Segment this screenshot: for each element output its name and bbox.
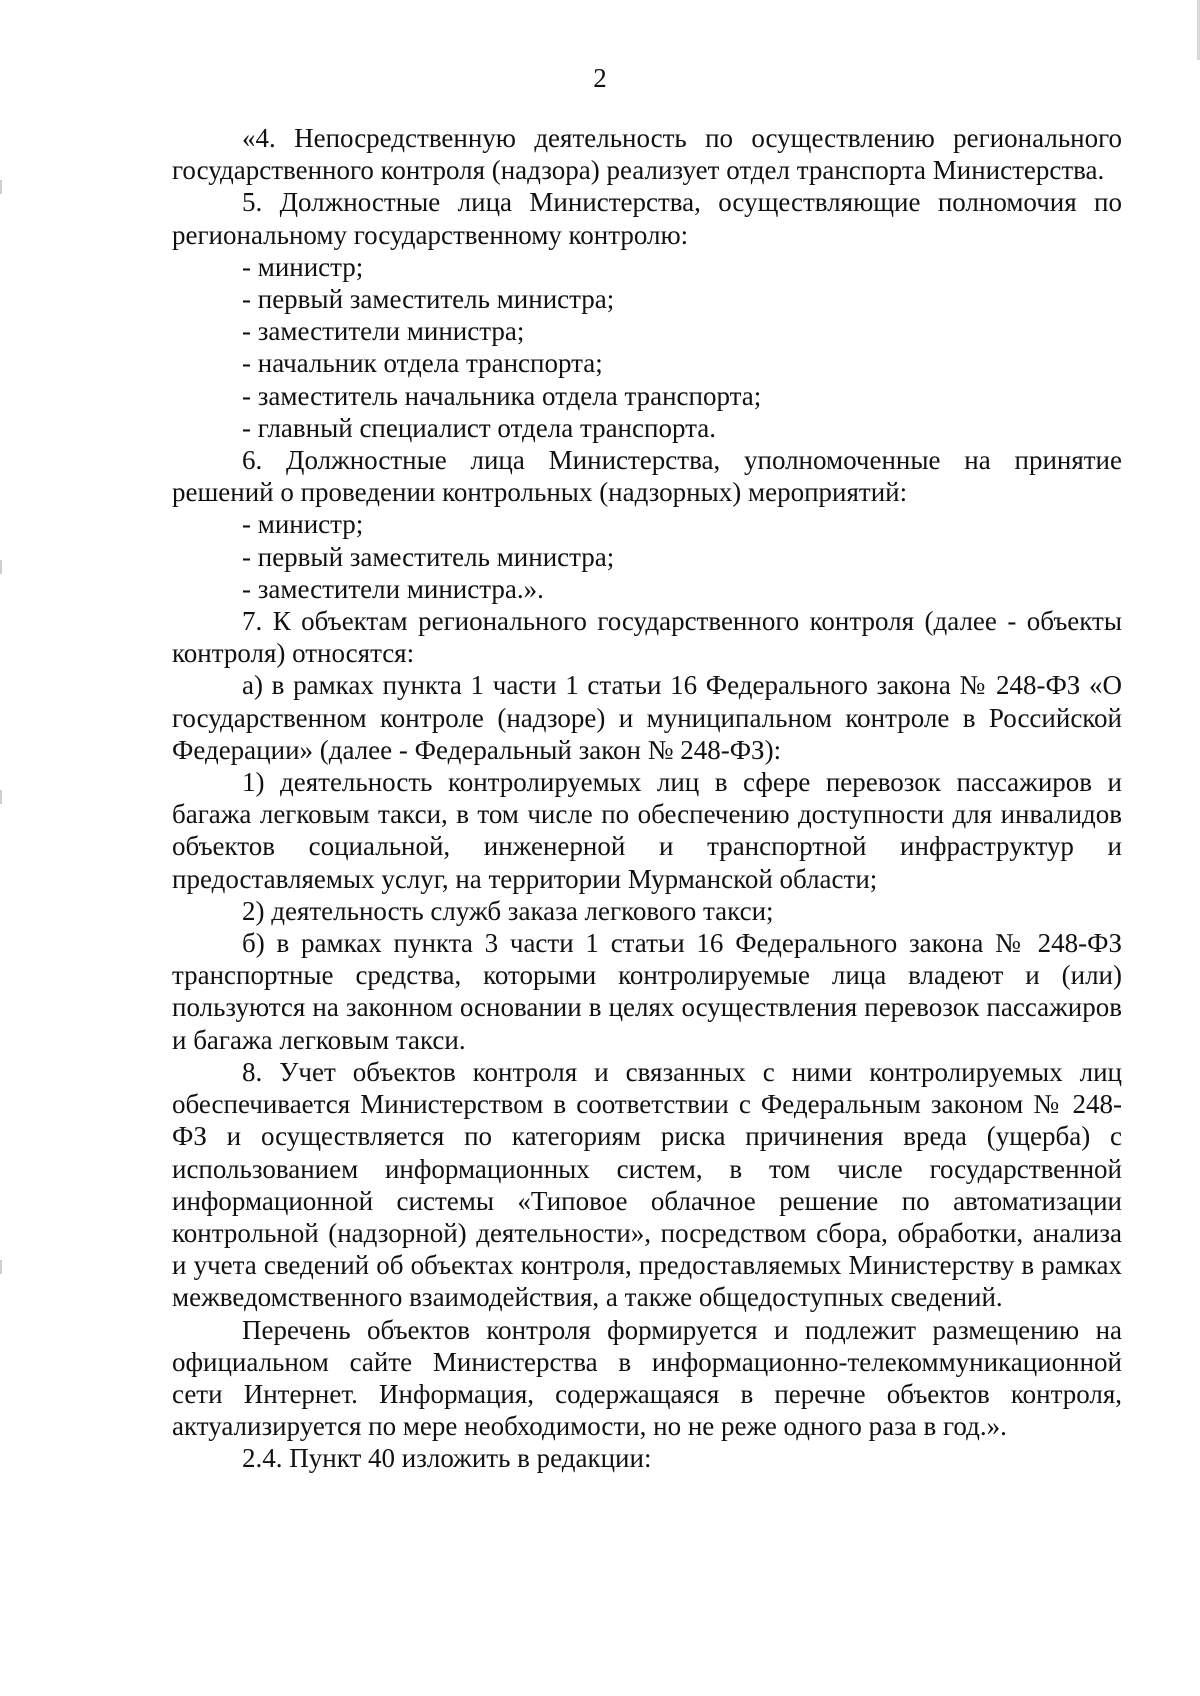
scan-mark — [0, 790, 2, 804]
list-item: - заместитель начальника отдела транспорта; — [242, 380, 762, 411]
paragraph-5: 5. Должностные лица Министерства, осуществляющие полномочия по региональному государственному контролю: — [172, 187, 1122, 250]
paragraph-list-publication: Перечень объектов контроля формируется и подлежит размещению на официальном сайте Министерства в информационно-телекоммуникационной сети Интернет. Информация, содержащаяся в перечне объектов контроля, актуализируется по мере необходимости, но не реже одного раза в год.». — [172, 1314, 1122, 1442]
list-item: - начальник отдела транспорта; — [242, 348, 603, 379]
paragraph-4: «4. Непосредственную деятельность по осуществлению регионального государственного контроля (надзора) реализует отдел транспорта Министерства. — [172, 123, 1122, 186]
paragraph-7: 7. К объектам регионального государственного контроля (далее - объекты контроля) относятся: — [172, 606, 1122, 669]
scan-mark — [0, 1260, 2, 1274]
list-item: - министр; — [242, 251, 364, 282]
scan-mark — [0, 560, 2, 574]
subparagraph-b: б) в рамках пункта 3 части 1 статьи 16 Федерального закона № 248-ФЗ транспортные средства, которыми контролируемые лица владеют и (или) пользуются на законном основании в целях осуществления перевозок пассажиров и багажа легковым такси. — [172, 928, 1122, 1055]
list-item: - заместители министра; — [242, 316, 525, 347]
scan-mark — [0, 180, 2, 194]
list-item: - главный специалист отдела транспорта. — [242, 412, 716, 443]
subparagraph-a: а) в рамках пункта 1 части 1 статьи 16 Федерального закона № 248-ФЗ «О государственном контроле (надзоре) и муниципальном контроле в Российской Федерации» (далее - Федеральный закон № 248-ФЗ): — [172, 670, 1122, 765]
paragraph-6: 6. Должностные лица Министерства, уполномоченные на принятие решений о проведении контрольных (надзорных) мероприятий: — [172, 445, 1122, 508]
paragraph-2-4: 2.4. Пункт 40 изложить в редакции: — [242, 1443, 652, 1474]
subparagraph-2: 2) деятельность служб заказа легкового такси; — [242, 895, 774, 926]
page-number: 2 — [593, 63, 607, 93]
subparagraph-1: 1) деятельность контролируемых лиц в сфере перевозок пассажиров и багажа легковым такси, в том числе по обеспечению доступности для инвалидов объектов социальной, инженерной и транспортной инфраструктур и предоставляемых услуг, на территории Мурманской области; — [172, 767, 1122, 894]
list-item: - первый заместитель министра; — [242, 541, 615, 572]
paragraph-8: 8. Учет объектов контроля и связанных с ними контролируемых лиц обеспечивается Министерством в соответствии с Федеральным законом № 248-ФЗ и осуществляется по категориям риска причинения вреда (ущерба) с использованием информационных систем, в том числе государственной информационной системы «Типовое облачное решение по автоматизации контрольной (надзорной) деятельности», посредством сбора, обработки, анализа и учета сведений об объектах контроля, предоставляемых Министерству в рамках межведомственного взаимодействия, а также общедоступных сведений. — [172, 1056, 1122, 1313]
list-item: - первый заместитель министра; — [242, 284, 615, 315]
list-item: - заместители министра.». — [242, 573, 544, 604]
document-body — [172, 122, 1122, 1475]
list-item: - министр; — [242, 509, 364, 540]
